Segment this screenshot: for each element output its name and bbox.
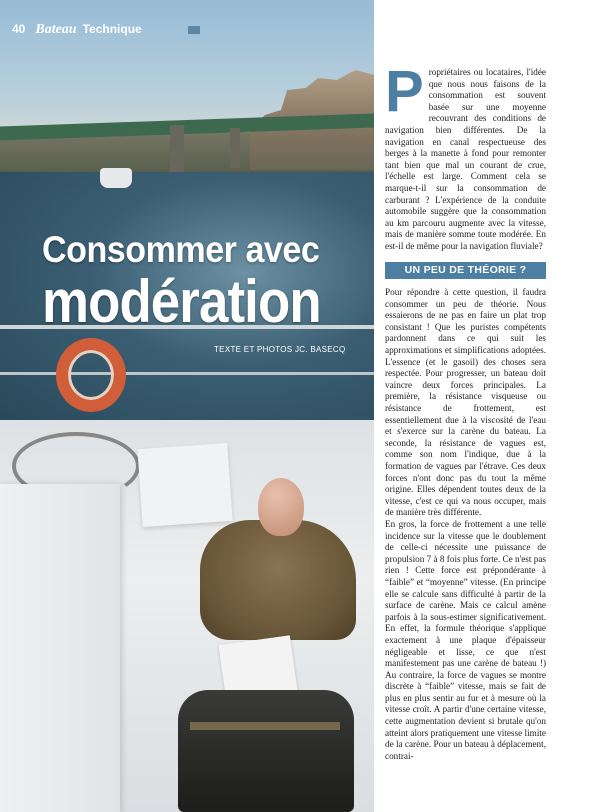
intro-text: ropriétaires ou locataires, l'idée que nous nous faisons de la consommation est souvent basée sur une moyenne recouvrant des conditions de navigation bien différentes. De la navigation en canal respectueuse des berges à la manette à fond pour remonter tant bien que mal un courant de crue, l'échelle est large. Comment cela se marque-t-il sur la consommation de carburant ? L'expérience de la conduite automobile suggère que la consommation au km parcouru augmente avec la vitesse, mais de manière somme toute modérée. En est-il de même pour la navigation fluviale? [385, 67, 546, 251]
section-heading: UN PEU DE THÉORIE ? [385, 262, 546, 280]
magazine-name: Bateau [35, 22, 77, 37]
article-column [385, 59, 546, 762]
section-name: Technique [82, 22, 142, 36]
page-header [12, 22, 142, 38]
body-paragraph: Pour répondre à cette question, il faudra consommer un peu de théorie. Nous essaierons de ne pas en faire un plat trop consistant ! Que les puristes compétents pardonnent dans ce qui suit les approximations et simplifications adoptées. L'essence (et le gasoil) des choses sera respectée. Pour progresser, un bateau doit vaincre deux forces principales. La première, la résistance visqueuse ou résistance de frottement, est essentiellement due à la viscosité de l'eau et s'exerce sur la carène du bateau. La seconde, la résistance de vagues est, comme son nom l'indique, due à la formation de vagues par l'étrave. Ces deux forces n'ont donc pas du tout la même origine. Elles dépendent toutes deux de la vitesse, c'est ce qui va nous occuper, mais de manière très différente. [385, 287, 546, 518]
header-accent-square [188, 26, 200, 34]
page-number: 40 [12, 22, 26, 36]
body-paragraph: En gros, la force de frottement a une telle incidence sur la vitesse que le doublement de celle-ci nécessite une puissance de propulsion 7 à 8 fois plus forte. Ce n'est pas rien ! Cette force est prépondérante à “faible” et “moyenne” vitesse. (En principe elle se calcule sans difficulté à partir de la surface de carène. Mais ce calcul amène parfois à la sous-estimer significativement. En effet, la formule théorique s'applique exactement à une plaque d'épaisseur négligeable et lisse, ce que n'est manifestement pas une carène de bateau !) Au contraire, la force de vagues se montre discrète à “faible” vitesse, mais se fait de plus en plus sentir au fur et à mesure où la vitesse croît. A partir d'une certaine vitesse, cette augmentation devient si brutale qu'on atteint alors pratiquement une vitesse limite de la carène. Pour un bateau à déplacement, contrai- [385, 518, 546, 761]
drop-cap: P [385, 59, 424, 124]
article-credit: TEXTE ET PHOTOS JC. BASECQ [214, 345, 346, 354]
article-title-line1: Consommer avec [42, 229, 320, 270]
article-title-line2: modération [42, 268, 321, 335]
article-title [42, 230, 382, 334]
intro-paragraph [385, 59, 546, 253]
